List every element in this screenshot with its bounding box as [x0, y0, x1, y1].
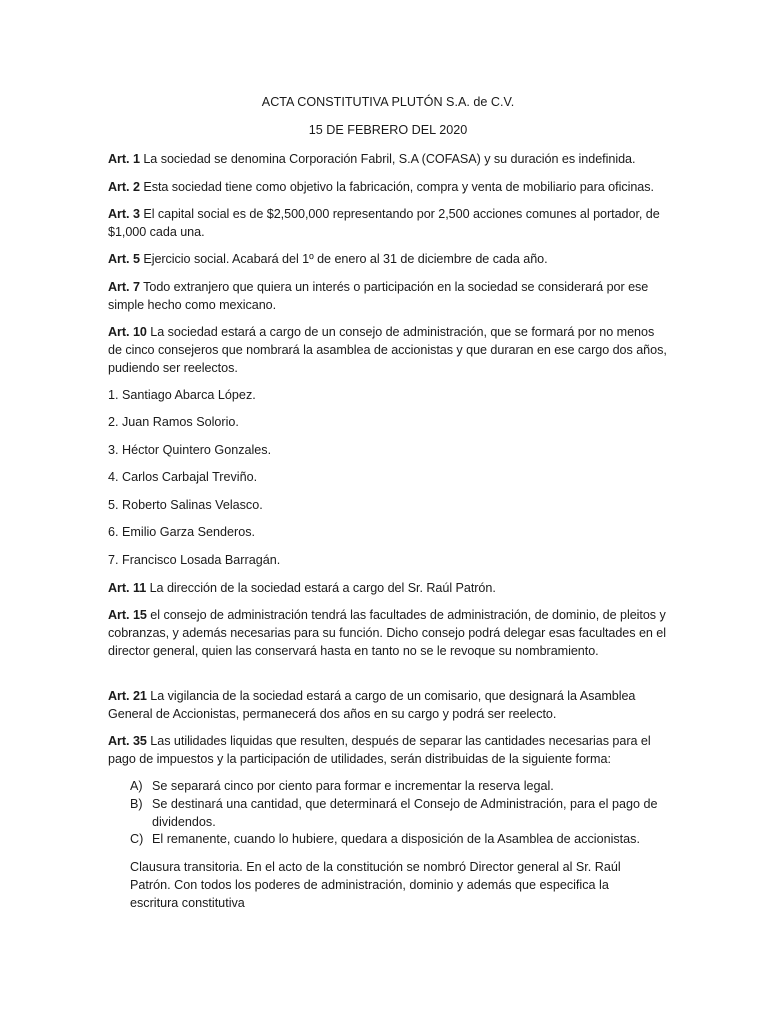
article-1: [108, 150, 668, 168]
list-item-text: Se separará cinco por ciento para formar e incrementar la reserva legal.: [152, 779, 554, 793]
article-label: Art. 35: [108, 734, 147, 748]
board-member: 3. Héctor Quintero Gonzales.: [108, 443, 272, 457]
article-label: Art. 21: [108, 689, 147, 703]
board-member: 1. Santiago Abarca López.: [108, 388, 256, 402]
article-text: La sociedad estará a cargo de un consejo de administración, que se formará por no menos de cinco consejeros que nombrará la asamblea de accionistas y que duraran en ese cargo dos años, pudiendo ser reelectos.: [108, 325, 667, 375]
article-text: Ejercicio social. Acabará del 1º de enero al 31 de diciembre de cada año.: [139, 252, 548, 266]
list-marker: C): [130, 832, 144, 846]
article-text: La vigilancia de la sociedad estará a cargo de un comisario, que designará la Asamblea General de Accionistas, permanecerá dos años en su cargo y podrá ser reelecto.: [108, 689, 636, 721]
article-label: Art. 10: [108, 325, 147, 339]
document-date: 15 DE FEBRERO DEL 2020: [308, 123, 468, 137]
list-item-text: El remanente, cuando lo hubiere, quedara a disposición de la Asamblea de accionistas.: [152, 832, 640, 846]
article-15: [108, 606, 668, 660]
board-member: 5. Roberto Salinas Velasco.: [108, 498, 263, 512]
article-label: Art. 3: [108, 207, 140, 221]
list-marker: A): [130, 779, 143, 793]
distribution-item-a: [130, 777, 670, 795]
board-member: 6. Emilio Garza Senderos.: [108, 525, 255, 539]
article-label: Art. 15: [108, 608, 147, 622]
article-text: Todo extranjero que quiera un interés o participación en la sociedad se considerará por ese simple hecho como mexicano.: [108, 280, 649, 312]
board-member: 4. Carlos Carbajal Treviño.: [108, 470, 258, 484]
article-label: Art. 1: [108, 152, 140, 166]
transitory-clause: Clausura transitoria. En el acto de la constitución se nombró Director general al Sr. Raúl Patrón. Con todos los poderes de administración, dominio y además que especifica la escritura constitutiva: [130, 860, 621, 910]
article-label: Art. 2: [108, 180, 140, 194]
article-text: El capital social es de $2,500,000 representando por 2,500 acciones comunes al portador, de $1,000 cada una.: [108, 207, 660, 239]
article-11: [108, 579, 668, 597]
board-member: 2. Juan Ramos Solorio.: [108, 415, 239, 429]
article-label: Art. 11: [108, 581, 147, 595]
article-text: La sociedad se denomina Corporación Fabril, S.A (COFASA) y su duración es indefinida.: [139, 152, 636, 166]
article-10: [108, 323, 668, 377]
list-item-text: Se destinará una cantidad, que determinará el Consejo de Administración, para el pago de dividendos.: [152, 797, 658, 829]
article-5: [108, 250, 668, 268]
distribution-item-b: [130, 795, 670, 831]
article-label: Art. 5: [108, 252, 140, 266]
board-member: 7. Francisco Losada Barragán.: [108, 553, 281, 567]
article-35: [108, 732, 668, 768]
article-text: Esta sociedad tiene como objetivo la fabricación, compra y venta de mobiliario para oficinas.: [139, 180, 654, 194]
article-text: el consejo de administración tendrá las facultades de administración, de dominio, de pleitos y cobranzas, y además necesarias para su función. Dicho consejo podrá delegar esas facultades en el director general, quien las conservará hasta en tanto no se le revoque su nombramiento.: [108, 608, 667, 658]
article-label: Art. 7: [108, 280, 140, 294]
document-title: ACTA CONSTITUTIVA PLUTÓN S.A. de C.V.: [261, 95, 515, 109]
article-text: La dirección de la sociedad estará a cargo del Sr. Raúl Patrón.: [146, 581, 496, 595]
article-text: Las utilidades liquidas que resulten, después de separar las cantidades necesarias para el pago de impuestos y la participación de utilidades, serán distribuidas de la siguiente forma:: [108, 734, 651, 766]
distribution-item-c: [130, 830, 670, 848]
article-2: [108, 178, 668, 196]
article-7: [108, 278, 668, 314]
article-21: [108, 687, 668, 723]
list-marker: B): [130, 797, 143, 811]
article-3: [108, 205, 668, 241]
